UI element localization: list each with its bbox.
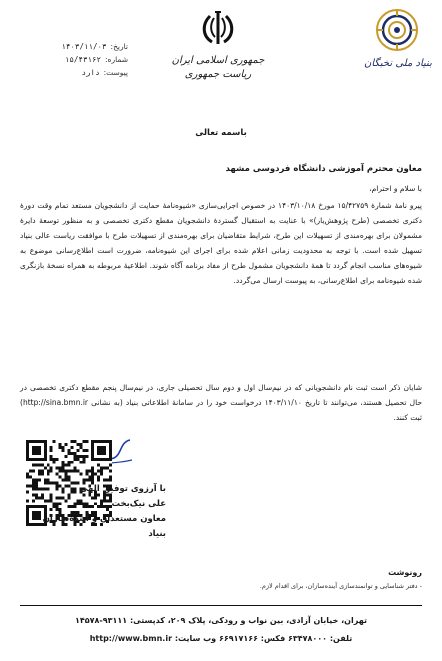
signature-block <box>26 482 166 542</box>
iran-emblem <box>168 6 268 82</box>
letter-meta <box>18 40 128 79</box>
meta-number-row <box>18 53 128 66</box>
footer-contact: تلفن: ۶۳۴۷۸۰۰۰ فکس: ۶۶۹۱۷۱۶۶ وب سایت: http://www.bmn.ir <box>89 634 353 643</box>
meta-date-row <box>18 40 128 53</box>
foundation-logo-icon <box>375 8 419 52</box>
cc-title: رونوشت <box>388 568 422 577</box>
meta-date-label: تاریخ: <box>110 42 128 51</box>
footer-divider <box>20 605 422 606</box>
foundation-logo <box>364 8 430 69</box>
meta-number-value: ۱۵/۴۳۱۶۲ <box>64 55 102 64</box>
emblem-country: جمهوری اسلامی ایران <box>171 55 265 66</box>
body-paragraph-2: شایان ذکر است ثبت نام دانشجویانی که در نیم‌سال اول و دوم سال تحصیلی جاری، در نیم‌سال پنجم مقطع دکتری تخصصی در حال تحصیل هستند، می‌توانند تا تاریخ ۱۴۰۳/۱۱/۱۰ درخواست خود را در سامانهٔ اطلاعاتی بنیاد (به نشانی http://sina.bmn.ir) ثبت کنند. <box>20 383 422 422</box>
footer-address: تهران، خیابان آزادی، بین نواب و رودکی، پلاک ۲۰۹، کدپستی: ۹۳۱۱۱-۱۴۵۷۸ <box>75 616 367 625</box>
greeting: با سلام و احترام، <box>369 184 422 193</box>
signature-title: معاون مستعدان و آینده‌سازان بنیاد <box>42 514 166 539</box>
meta-attachment-row <box>18 66 128 79</box>
meta-attachment-label: پیوست: <box>103 68 128 77</box>
invocation: باسمه تعالی <box>195 128 247 138</box>
emblem-presidency: ریاست جمهوری <box>184 69 252 80</box>
signature-closing: با آرزوی توفیق الهی <box>79 484 166 494</box>
foundation-logo-text: بنیاد ملی نخبگان <box>364 58 432 69</box>
meta-date-value: ۱۴۰۳/۱۱/۰۳ <box>61 42 107 51</box>
meta-number-label: شماره: <box>105 55 128 64</box>
meta-attachment-value: دارد <box>81 68 100 77</box>
signature-name: علی نیک‌بخت <box>111 499 166 509</box>
body-paragraph-1: پیرو نامهٔ شمارهٔ ۱۵/۴۲۷۵۹ مورخ ۱۴۰۳/۱۰/۱۸ در خصوص اجرایی‌سازی «شیوه‌نامهٔ حمایت از دانشجویان مستعد تمام وقت دورهٔ دکتری تخصصی (طرح پژوهش‌یار)» با عنایت به استقبال گستردهٔ دانشجویان مقطع دکتری تخصصی و به منظور توسعهٔ دایرهٔ مشمولان برای بهره‌مندی از تسهیلات این طرح، شرایط متقاضیان برای بهره‌مندی از تسهیلات طرح با موافقت ریاست عالی بنیاد تسهیل شده است. با توجه به محدودیت زمانی اعلام شده برای اجرای این شیوه‌نامه، ضرورت است اطلاع‌رسانی موضوع به شیوه‌های مناسب انجام گردد تا همهٔ دانشجویان مشمول طرح از مفاد برنامه آگاه شوند. اطلاعیهٔ مربوطه به همراه نسخهٔ بازنگری شده شیوه‌نامه برای اطلاع‌رسانی، به پیوست ارسال می‌گردد. <box>20 201 423 285</box>
cc-line: - دفتر شناسایی و توانمندسازی آینده‌سازان، برای اقدام لازم. <box>259 582 422 590</box>
recipient: معاون محترم آموزشی دانشگاه فردوسی مشهد <box>225 164 422 174</box>
iran-emblem-icon <box>196 6 240 50</box>
